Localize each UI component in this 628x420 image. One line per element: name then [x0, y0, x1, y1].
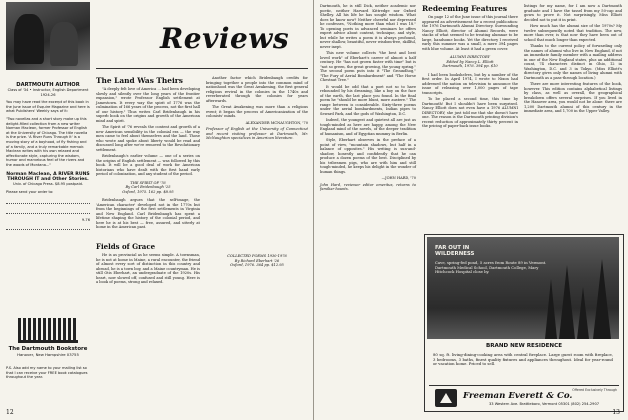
section-heading: Reviews — [160, 22, 290, 55]
book-info — [422, 55, 518, 69]
reviewer-signoff: —JOHN HARD, '70 — [381, 176, 416, 180]
book-title: COLLECTED POEMS 1930-1976 — [227, 254, 287, 258]
article-paragraph: Indeed, the youngest and quietest all are just as tough-minded as here are happy, among the New England mind of the novels, of the deeper tradition of humanism, and of Egyptian mummy in Berlin. — [320, 118, 416, 136]
tree-icon — [577, 287, 589, 339]
company-address: 33 Western Ave. Brattleboro, Vermont 05301 (802) 254-2907 — [489, 402, 600, 406]
article-paragraph: "A deeply felt love of America ... had been developing slowly and silently over the long years of the frontier expansion," wrote Professor English settlement at Jamestown. It every way the spirit of 1776 was the culmination of 166 years of the process, not the first hall of our history." Thus writes Carl Bridenbaugh in his superb book on the origins and growth of the American mind and spirit. — [96, 87, 200, 123]
bookstore-logo — [6, 318, 90, 362]
book-publisher: Oxford, 1976. 364 pp. $12.95 — [230, 263, 284, 267]
heading-rule — [96, 68, 308, 69]
book-publisher: Oxford, 1975. 162 pp. $8.95 — [122, 189, 174, 194]
article-paragraph: He is as provincial as he seems simple. A townsman, he is not at home in Maine, a rural encounter, the friend of almost every sort of distinction in this country and abroad, he is a town boy, and a Maine countryman. He is still Otis Eberhart, an undergraduate of the 1920s. His heart, now slowed off, confused and still young. Here is a book of poems, strong and relaxed. — [96, 253, 200, 284]
book-publisher: Dartmouth, 1976. 394 pp. $10 — [442, 64, 498, 68]
tree-icon — [559, 265, 575, 339]
sidebar-paragraph: "Two novellas and a short story make up this delight-filled collection from a new writer Norman Maclean, former Professor of English at the University of Chicago. The title novella is the prize. 'A River Runs Through It' is a moving story of a boyhood, of fly fishing and of a family, and a truly remarkable memoir. Maclean writes with his own relaxed and affectionate style, capturing the wisdom, humor and marvelous feel of the rivers and the woods of Montana..." — [6, 116, 88, 167]
page-number-left: 12 — [6, 409, 14, 416]
sidebar-heading: DARTMOUTH AUTHOR — [16, 82, 80, 88]
article-paragraph: It would be odd that a poet not so to have rebounded by his dreaming, like a boy on the face of the earth, the last place you found. In the final poem he "should be more blunt, more austere." The range between is considerable. Sixty-three poems under the aerial bombardments, Indian pipes to Seward Park, and the gods of Washington, D.C. — [320, 84, 416, 116]
sidebar-class-line: Class of '34 • Instructor, English Department 1924-26 — [7, 88, 89, 97]
article-paragraph: Style, Eberhart observes in the preface of a point of view, "mountain shadows, but half in a balance of opposites." His writing is sun-and-shadow, honestly and confidently that he can produce a dozen poems of the best. Disciplined by his tribesmen pigs, who are with him and still tough-minded, he keeps his delight in the wonder of human things. — [320, 138, 416, 174]
article-paragraph: Bridenbaugh's earlier volume — one of a series on the origins of English settlement — was followed by this book. It will be a good deal of work for American historians who have dealt with the first hand early period of colonization, and any student of the period. — [96, 154, 200, 176]
ad-photo — [427, 237, 619, 339]
article-title: The Land Was Theirs — [96, 76, 183, 85]
review-column-1 — [96, 76, 200, 232]
right-column-1 — [320, 4, 416, 194]
article-paragraph: This new volume collects "the best and best loved work" of Eberhart's career of almost a half century. He "has not grown faster with time" but is "not so green, the great growing, the young spring." The second poem puts into it "The Groundhog," "The Fury of Aerial Bombardment" and "The Horse Chestnut Tree." — [320, 51, 416, 82]
article-paragraph: Another factor which Bridenbaugh credits for bringing together a people into the common mind of nationhood was the Great Awakening, the first general religious revival in the colonies in the 1740s and reverberated through the colonies for years afterwards. — [206, 76, 308, 103]
ps-note: P.S. Also add my name to your mailing list so that I can receive your FREE book catalogues throughout the year. — [6, 366, 88, 380]
tree-icon — [545, 279, 557, 339]
ad-tag-line: WILDERNESS — [435, 251, 475, 258]
book-title: THE SPIRIT OF '76 — [130, 180, 166, 185]
article-title: Redeeming Features — [422, 4, 508, 13]
article-paragraph: There are more interesting features of the book, however. This edition contains alphabetical listings by class, as well as overall, the geographical breakdown offers several surprises. If you lived in the Hanover area, you would not be alone: there are 1,200 Dartmouth alumni of this century in the immediate area, and 1,700 in the Upper Valley. — [524, 82, 622, 113]
book-info — [96, 181, 200, 195]
ad-tag — [435, 245, 474, 257]
article-paragraph: Thanks to the current policy of forwarding only the names of alumni who live in New England, if not an immediate family member with a mailing address in one of the New England states, plus an additional count, 74 characters distinct in Ohio, 12 in Washington, D.C. and 3 in Tokyo. (Miss Elliott's directory gives only the names of living alumni with Dartmouth as a pass-through location.) — [524, 44, 622, 80]
sidebar-book-title: THROUGH IT and Other Stories. — [7, 176, 89, 182]
book-author: By Carl Bridenbaugh '25 — [125, 185, 171, 189]
order-address-line — [6, 208, 90, 214]
company-name: Freeman Everett & Co. — [463, 391, 573, 401]
bookstore-location: Hanover, New Hampshire 03755 — [17, 352, 79, 357]
article-paragraph: On page 12 of the June issue of this journal there appeared an advertisement for a recent publication: the 1976 Dartmouth Alumni Directory. Surrounding Nancy Elliott, director of Alumni Records, were stacks of what seemed to be treating alumnae to be large, handsome books. Yet the directory I received early this summer was a small, a mere 394 pages with blue volume. At least it had a green cover. — [422, 15, 518, 51]
bookstore-ad-sidebar — [6, 82, 90, 234]
ad-tag-line: FAR OUT IN — [435, 245, 470, 251]
review-column-4 — [206, 250, 308, 272]
book-author: By Richard Eberhart '26 — [234, 258, 280, 263]
tree-icon — [593, 259, 611, 339]
reviewer-byline: John Hard, reviewer editor emeritus, returns to familiar haunts. — [320, 182, 416, 191]
book-title: ALUMNI DIRECTORY — [450, 55, 490, 59]
article-paragraph: To be placed a second time, this time by Dartmouth! But I shouldn't have been surprised. Nancy Elliott does not even have a 1976 ALUMNI DIRECTORY; she just told me that she doesn't have one. The reason is the Dartmouth printing division's recent reduction of approximately thirty percent in the pricing of paper-back issue books. — [422, 97, 518, 128]
right-column-3 — [524, 4, 622, 116]
right-page — [314, 0, 628, 420]
bookstore-name: The Dartmouth Bookstore — [8, 346, 88, 352]
page-number-right: 13 — [612, 409, 620, 416]
reviewer-byline: Professor of English at the University of Connecticut and recent visiting professor at Dartmouth, Mr. McNaughton specializes in American literature. — [206, 127, 308, 140]
article-paragraph: The Spirit of '76 reveals the content and growth of a new American sensibility in the colonial era — the way men came to feel about themselves and the land. Those who wrote and spoke about liberty would be read and discussed long after we're removed to the Revolutionary settlement. — [96, 125, 200, 152]
sidebar-price-tag: 9-76 — [81, 217, 90, 222]
sidebar-paragraph: You may have read the excerpt of this book in the June issue of Esquire Magazine and here is what Publishers' Weekly says of it: — [6, 100, 90, 114]
review-column-3 — [96, 242, 200, 287]
ad-headline: BRAND NEW RESIDENCE — [485, 343, 563, 349]
order-city-line — [6, 224, 90, 230]
article-paragraph: Dartmouth, he is still Dick, neither academic nor poetic, neither Harvard Kittredge nor Oxford Shelley. All his life he has sought wisdom. What does he know now? Neither cheerful nor depressed he confesses, "Nothing more than what I was 18." To opening poets in advanced seminars he offers expert advice about content, technique, and style, but while he writes a poem it is always profound, never shallow, beautiful, never wisdom-free, skillful, never inept. — [320, 4, 416, 49]
article-paragraph: listings for my name, for I am now a Dartmouth graduate and I have the tassel from my 50-cap and gown to prove it. Not surprisingly, Miss Elliott decided not to put it in print. — [524, 4, 622, 22]
ad-company-logo — [429, 385, 619, 410]
real-estate-ad — [424, 234, 624, 412]
right-column-2 — [422, 4, 518, 131]
review-column-2 — [206, 76, 308, 143]
book-editor: Edited by Nancy L. Elliott — [446, 59, 494, 64]
article-title: Fields of Grace — [96, 242, 156, 251]
ad-tagline: Cave, spring-fed pond, 5 acres from Route 89 in Vermont. Dartmouth Medical School, Dartmouth College, Mary Hitchcock Hospital close by. — [435, 260, 547, 275]
article-paragraph: Bridenbaugh argues that the self-image, the 'American character' developed not in the 1770s but from the beginnings of the first settlements in Virginia and New England. Carl Bridenbaugh has spent a lifetime shaping the history of the colonial period, and here he is at his best — free, assured, and utterly at home in the American past. — [96, 198, 200, 229]
ad-stamp: Offered Exclusively Through — [572, 388, 617, 392]
article-paragraph: The Great Awakening was more than a religious event; it began the process of Americanization of the colonists' minds. — [206, 105, 308, 118]
book-info — [206, 254, 308, 268]
sidebar-book-publisher: Univ. of Chicago Press. $8.95 postpaid. — [12, 182, 84, 187]
article-paragraph: How much has the alumni size of the 1970s? My twelve subsequently noted that tradition. The new, more than ever, is that now they have been out of school that much longer than expected. — [524, 24, 622, 42]
company-emblem-icon — [435, 389, 457, 407]
sidebar-book-author: Norman Maclean, A RIVER RUNS — [6, 171, 90, 177]
author-photo — [6, 2, 90, 70]
article-paragraph: I had been bookshelves, but by a number of the first order. In April 1974, I wrote to Nixon had addressed the nation on television to announce the issue of releasing over 1,000 pages of tape transcripts. — [422, 72, 518, 95]
order-name-line — [6, 198, 90, 204]
sidebar-order-line: Please send your order to: — [6, 189, 54, 194]
ad-body: 80 sq. ft. living-dining-cooking area with central fireplace. Large guest room with fireplace, 3 bedrooms, 3 baths, finest quality fixtures and appliances throughout. Ideal for year-round or vacation home. Priced to sell. — [433, 352, 613, 367]
bookstore-emblem-icon — [18, 318, 78, 343]
reviewer-signoff: ALEXANDER MCNAUGHTON, '70 — [245, 120, 308, 125]
